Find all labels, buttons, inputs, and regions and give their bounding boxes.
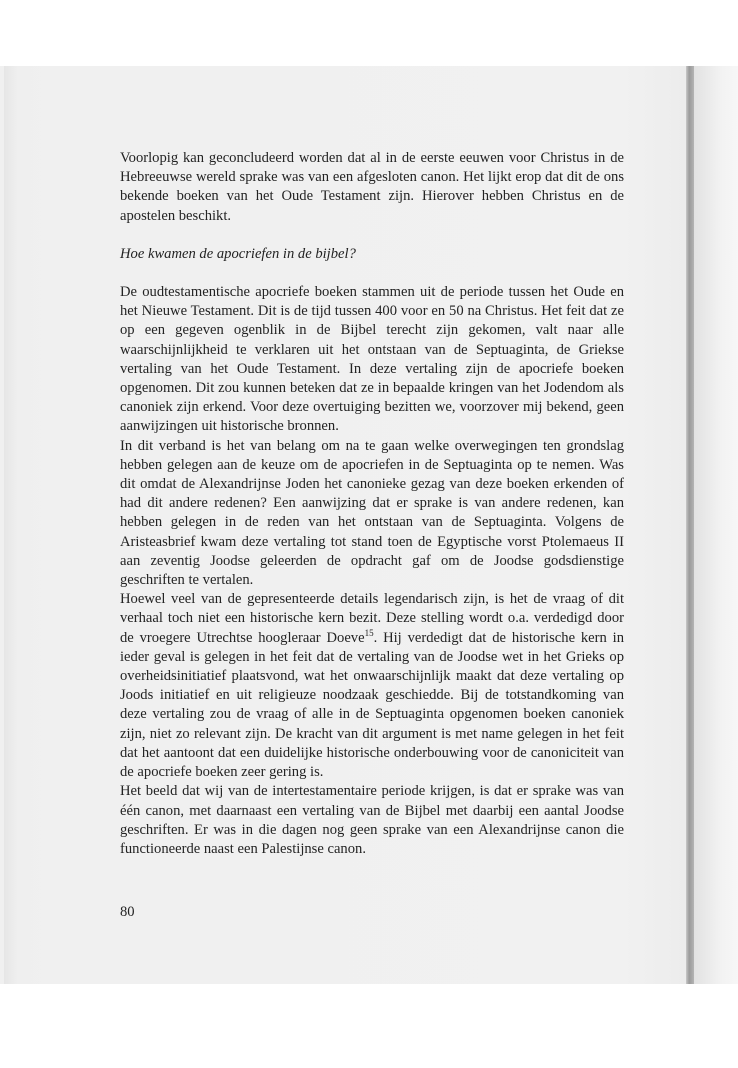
paragraph-1: Voorlopig kan geconcludeerd worden dat al in de eerste eeuwen voor Christus in de Hebreeuwse wereld sprake was van een afgesloten canon. Het lijkt erop dat dit de ons bekende boeken van het Oude Testament zijn. Hierover hebben Christus en de apostelen beschikt. [120,150,624,224]
body-text [120,149,624,859]
section-heading: Hoe kwamen de apocriefen in de bijbel? [120,245,356,262]
paragraph-3: In dit verband is het van belang om na te gaan welke overwegingen ten grondslag hebben gelegen aan de keuze om de apocriefen in de Septuaginta op te nemen. Was dit omdat de Alexandrijnse Joden het canonieke gezag van deze boeken erkenden of had dit andere redenen? Een aanwijzing dat er sprake is van andere redenen, kan hebben gelegen in de reden van het ontstaan van de Septuaginta. Volgens de Aristeasbrief kwam deze vertaling tot stand toen de Egyptische vorst Ptolemaeus II aan zeventig Joodse geleerden de opdracht gaf om de Joodse godsdienstige geschriften te vertalen. [120,437,624,589]
footnote-marker: 15 [364,627,374,638]
paragraph-4-text-after-note: . Hij verdedigt dat de historische kern in ieder geval is gelegen in het feit dat de vertaling van de Joodse wet in het Grieks op overheidsinitiatief plaatsvond, wat het onwaarschijnlijk maakt dat deze vertaling op Joods initiatief en uit religieuze noodzaak geschiedde. Bij de totstandkoming van deze vertaling zou de vraag of alle in de Septuaginta opgenomen boeken canoniek zijn, niet zo relevant zijn. De kracht van dit argument is met name gelegen in het feit dat het aantoont dat een duidelijke historische onderbouwing voor de canoniciteit van de apocriefe boeken zeer gering is. [120,629,625,781]
paragraph-4 [120,590,624,782]
page-edge [694,66,738,984]
paragraph-4-text-before-note: Hoewel veel van de gepresenteerde details legendarisch zijn, is het de vraag of dit verhaal toch niet een historische kern bezit. Deze stelling wordt o.a. verdedigd door de vroegere Utrechtse hoogleraar Doeve [120,591,624,646]
page-number: 80 [120,904,135,920]
paragraph-gap [120,226,624,245]
paragraph-5: Het beeld dat wij van de intertestamentaire periode krijgen, is dat er sprake was van één canon, met daarnaast een vertaling van de Bijbel met daarbij een aantal Joodse geschriften. Er was in die dagen nog geen sprake van een Alexandrijnse canon die functioneerde naast een Palestijnse canon. [120,783,624,857]
paragraph-2: De oudtestamentische apocriefe boeken stammen uit de periode tussen het Oude en het Nieuwe Testament. Dit is de tijd tussen 400 voor en 50 na Christus. Het feit dat ze op een gegeven ogenblik in de Bijbel terecht zijn gekomen, valt naar alle waarschijnlijkheid te verklaren uit het ontstaan van de Septuaginta, de Griekse vertaling van het Oude Testament. In deze vertaling zijn de apocriefe boeken opgenomen. Dit zou kunnen beteken dat ze in bepaalde kringen van het Jodendom als canoniek zijn erkend. Voor deze overtuiging bezitten we, voorzover mij bekend, geen aanwijzingen uit historische bronnen. [120,284,624,435]
book-spine-shadow [686,66,694,984]
paragraph-gap [120,264,624,283]
